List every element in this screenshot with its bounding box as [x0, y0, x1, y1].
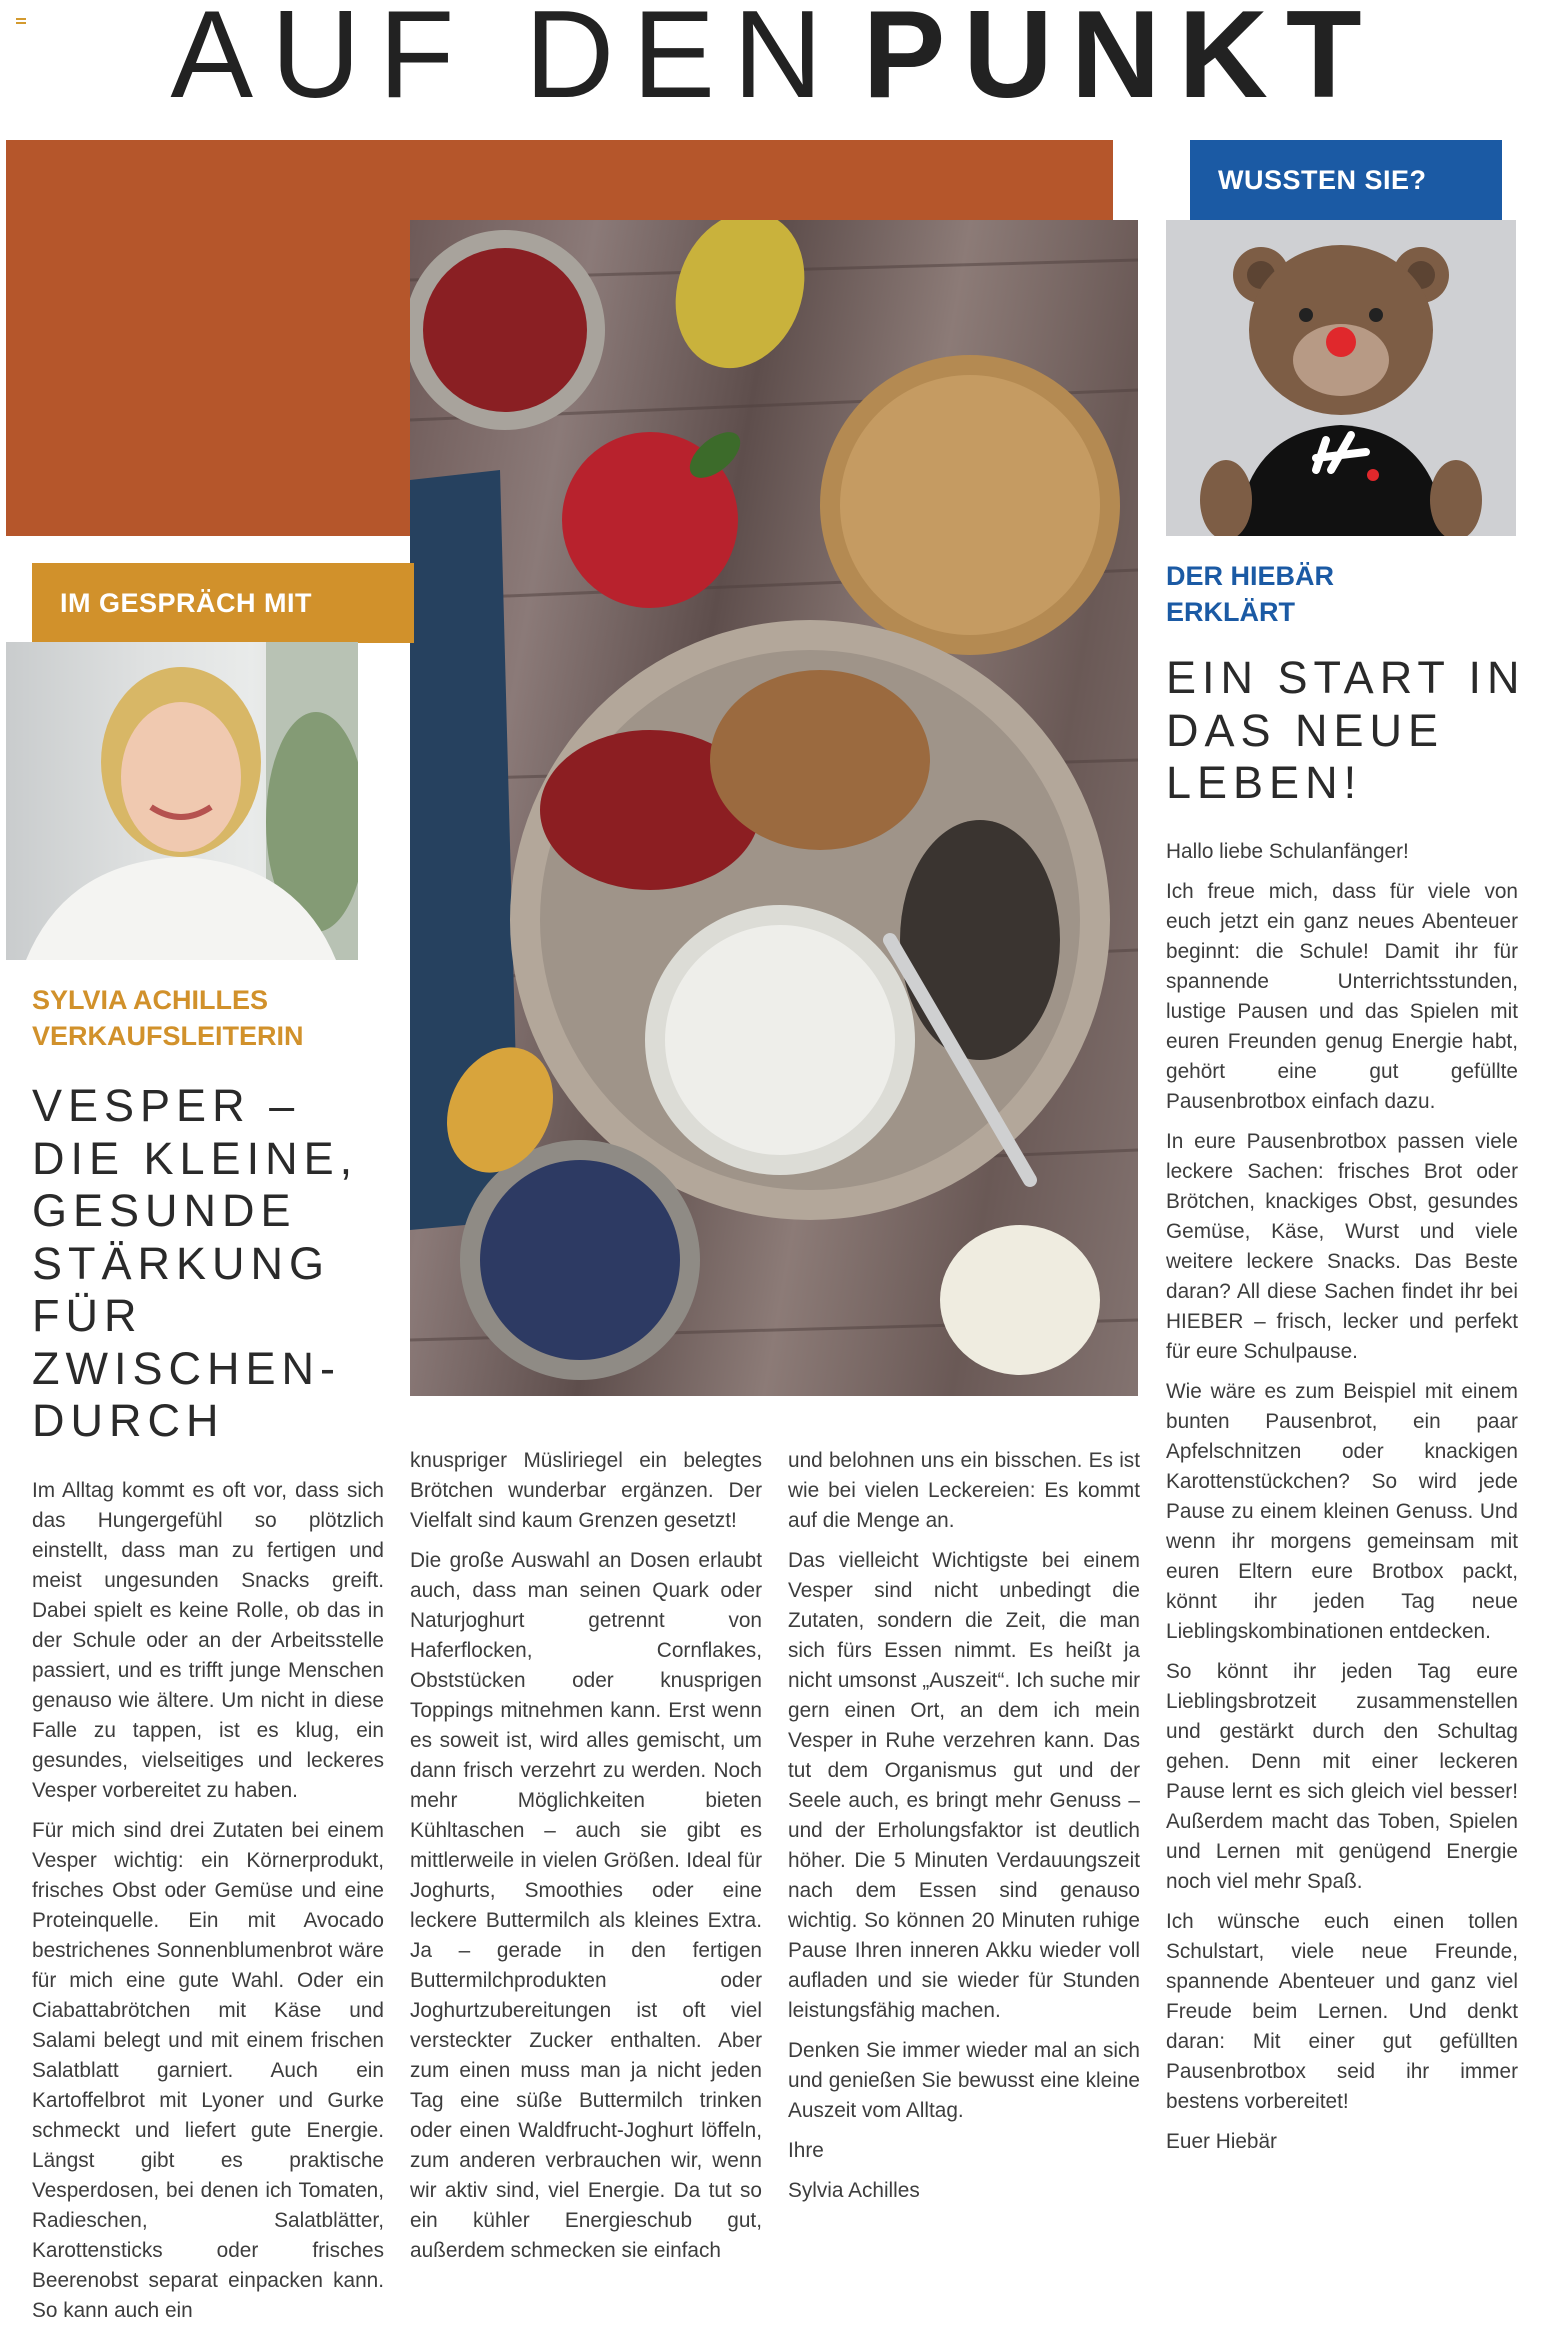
headline-line: EIN START IN [1166, 652, 1526, 703]
interview-tag: IM GESPRÄCH MIT [32, 563, 414, 643]
headline-line: GESUNDE [32, 1185, 297, 1236]
headline-line: STÄRKUNG [32, 1237, 331, 1289]
headline-line: FÜR [32, 1290, 143, 1341]
food-photo [410, 220, 1138, 1396]
masthead-bold: PUNKT [862, 0, 1380, 124]
bear-name [1166, 558, 1516, 630]
bear-name-line1: DER HIEBÄR [1166, 561, 1335, 591]
signature: Sylvia Achilles [788, 2179, 920, 2202]
article-column-3 [788, 1446, 1140, 2216]
paragraph: Denken Sie immer wieder mal an sich und genießen Sie bewusst eine kleine Auszeit vom Alltag. [788, 2039, 1140, 2122]
portrait-photo [6, 642, 358, 960]
person-name: SYLVIA ACHILLES [32, 985, 269, 1015]
paragraph: Im Alltag kommt es oft vor, dass sich das Hungergefühl so plötzlich einstellt, dass man zu fertigen und meist ungesunden Snacks greift. Dabei spielt es keine Rolle, ob das in der Schule oder an der Arbeitsstelle passiert, und es trifft junge Menschen genauso wie ältere. Um nicht in diese Falle zu tappen, ist es klug, ein gesundes, vielseitiges und leckeres Vesper vorbereitet zu haben. [32, 1479, 384, 1802]
signoff: Ihre [788, 2139, 824, 2162]
article-column-1 [32, 1476, 384, 2336]
headline-line: VESPER – [32, 1080, 301, 1131]
interview-person-name [32, 982, 392, 1054]
headline-line: LEBEN! [1166, 757, 1363, 808]
paragraph: Das vielleicht Wichtigste bei einem Vesper sind nicht unbedingt die Zutaten, sondern die Zeit, die man sich fürs Essen nimmt. Es heißt ja nicht umsonst „Auszeit“. Ich suche mir gern einen Ort, an dem ich mein Vesper in Ruhe verzehren kann. Das tut dem Organismus gut und der Seele auch, es bringt mehr Genuss – und der Erholungsfaktor ist deutlich höher. Die 5 Minuten Verdauungszeit nach dem Essen sind genauso wichtig. So können 20 Minuten ruhige Pause Ihren inneren Akku wieder voll aufladen und sie wieder für Stunden leistungsfähig machen. [788, 1549, 1140, 2022]
signature: Euer Hiebär [1166, 2130, 1277, 2153]
paragraph: Ich freue mich, dass für viele von euch jetzt ein ganz neues Abenteuer beginnt: die Schule! Damit ihr für spannende Unterrichtsstunden, lustige Pausen und das Spielen mit euren Freunden genug Energie habt, gehört eine gut gefüllte Pausenbrotbox einfach dazu. [1166, 880, 1518, 1113]
article-column-2 [410, 1446, 762, 2276]
headline-line: DAS NEUE [1166, 704, 1445, 756]
article-headline [32, 1080, 402, 1448]
headline-line: DIE KLEINE, [32, 1132, 359, 1184]
sidebar-column [1166, 837, 1518, 2167]
paragraph: Wie wäre es zum Beispiel mit einem bunten Pausenbrot, ein paar Apfelschnitzen oder knackigen Karottenstückchen? So wird jede Pause zu einem kleinen Genuss. Und wenn ihr morgens gemeinsam mit euren Eltern eure Brotbox packt, könnt ihr jeden Tag neue Lieblingskombinationen entdecken. [1166, 1380, 1518, 1643]
paragraph: So könnt ihr jeden Tag eure Lieblingsbrotzeit zusammenstellen und gestärkt durch den Schultag gehen. Denn mit einer leckeren Pause lernt es sich gleich viel besser! Außerdem macht das Toben, Spielen und Lernen mit genügend Energie noch viel mehr Spaß. [1166, 1660, 1518, 1893]
paragraph: Für mich sind drei Zutaten bei einem Vesper wichtig: ein Körnerprodukt, frisches Obst oder Gemüse und eine Proteinquelle. Ein mit Avocado bestrichenes Sonnenblumenbrot wäre für mich eine gute Wahl. Oder ein Ciabattabrötchen mit Käse und Salami belegt und mit einem frischen Salatblatt garniert. Auch ein Kartoffelbrot mit Lyoner und Gurke schmeckt und liefert gute Energie. Längst gibt es praktische Vesperdosen, bei denen ich Tomaten, Radieschen, Salatblätter, Karottensticks oder frisches Beerenobst separat einpacken kann. So kann auch ein [32, 1819, 384, 2322]
paragraph: und belohnen uns ein bisschen. Es ist wie bei vielen Leckereien: Es kommt auf die Menge an. [788, 1449, 1140, 1532]
sidebar-headline [1166, 652, 1526, 810]
paragraph: Ich wünsche euch einen tollen Schulstart, viele neue Freunde, spannende Abenteuer und ganz viel Freude beim Lernen. Und denkt daran: Mit einer gut gefüllten Pausenbrotbox seid ihr immer bestens vorbereitet! [1166, 1910, 1518, 2113]
masthead-light: AUF DEN [170, 0, 841, 124]
did-you-know-tag: WUSSTEN SIE? [1190, 140, 1502, 220]
person-role: VERKAUFSLEITERIN [32, 1021, 304, 1051]
masthead [0, 0, 1550, 124]
headline-line: ZWISCHEN- [32, 1342, 341, 1394]
headline-line: DURCH [32, 1395, 225, 1446]
bear-name-line2: ERKLÄRT [1166, 597, 1295, 627]
greeting: Hallo liebe Schulanfänger! [1166, 840, 1409, 863]
bear-illustration [1166, 220, 1516, 536]
paragraph: knuspriger Müsliriegel ein belegtes Brötchen wunderbar ergänzen. Der Vielfalt sind kaum Grenzen gesetzt! [410, 1449, 762, 1532]
paragraph: In eure Pausenbrotbox passen viele leckere Sachen: frisches Brot oder Brötchen, knackiges Obst, gesundes Gemüse, Käse, Wurst und viele weitere leckere Snacks. Das Beste daran? All diese Sachen findet ihr bei HIEBER – frisch, lecker und perfekt für eure Schulpause. [1166, 1130, 1518, 1363]
paragraph: Die große Auswahl an Dosen erlaubt auch, dass man seinen Quark oder Naturjoghurt getrennt von Haferflocken, Cornflakes, Obststücken oder knusprigen Toppings mitnehmen kann. Erst wenn es soweit ist, wird alles gemischt, um dann frisch verzehrt zu werden. Noch mehr Möglichkeiten bieten Kühltaschen – auch sie gibt es mittlerweile in vielen Größen. Ideal für Joghurts, Smoothies oder eine leckere Buttermilch als kleines Extra. Ja – gerade in den fertigen Buttermilchprodukten oder Joghurtzubereitungen ist oft viel versteckter Zucker enthalten. Aber zum einen muss man ja nicht jeden Tag eine süße Buttermilch trinken oder einen Waldfrucht-Joghurt löffeln, zum anderen verbrauchen wir, wenn wir aktiv sind, viel Energie. Da tut so ein kühler Energieschub gut, außerdem schmecken sie einfach [410, 1549, 762, 2262]
